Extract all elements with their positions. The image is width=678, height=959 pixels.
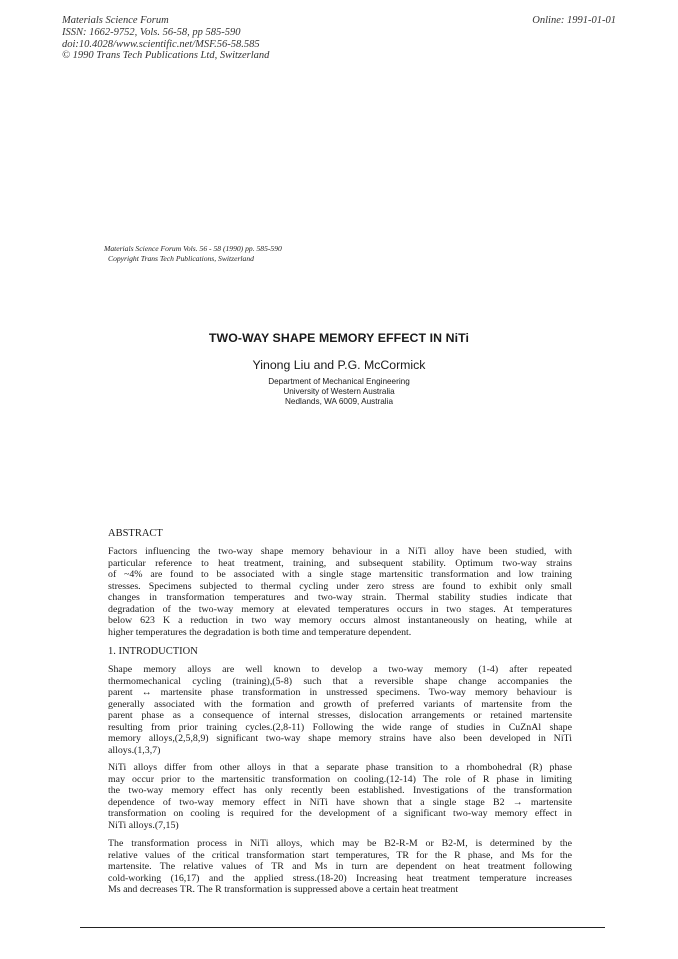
citation-volume: Materials Science Forum Vols. 56 - 58 (1990) pp. 585-590 (104, 244, 282, 253)
affiliation-department: Department of Mechanical Engineering (268, 377, 410, 386)
abstract-paragraph (108, 546, 572, 638)
abstract-heading: ABSTRACT (108, 528, 163, 539)
abstract-line: of ~4% are found to be associated with a single stage martensitic transformation and low training (108, 569, 572, 581)
doi-line: doi:10.4028/www.scientific.net/MSF.56-58.585 (62, 38, 260, 50)
footer-rule (80, 927, 605, 928)
paragraph-line: parent phase as a consequence of internal stresses, dislocation arrangements or retained martensite (108, 710, 572, 722)
affiliation-university: University of Western Australia (283, 387, 395, 396)
paragraph-line: thermomechanical cycling (training),(5-8) such that a reversible shape change accompanies the (108, 675, 572, 687)
intro-paragraph-3 (108, 838, 572, 896)
paragraph-line: alloys.(1,3,7) (108, 744, 161, 756)
copyright-line: © 1990 Trans Tech Publications Ltd, Switzerland (62, 50, 270, 62)
abstract-line: changes in transformation temperatures and two-way strain. Thermal stability studies indicate that (108, 592, 572, 604)
affiliation-address: Nedlands, WA 6009, Australia (284, 397, 393, 406)
paragraph-line: NiTi alloys differ from other alloys in that a separate phase transition to a rhombohedral (R) phase (108, 762, 572, 773)
abstract-line: particular reference to heat treatment, training, and subsequent stability. Optimum two-way strains (108, 557, 572, 569)
abstract-line: Factors influencing the two-way shape memory behaviour in a NiTi alloy have been studied, with (108, 546, 572, 557)
paper-authors: Yinong Liu and P.G. McCormick (252, 358, 426, 372)
intro-paragraph-1 (108, 664, 572, 756)
abstract-line: higher temperatures the degradation is both time and temperature dependent. (108, 626, 412, 638)
paragraph-line: Ms and decreases TR. The R transformation is suppressed above a certain heat treatment (108, 884, 459, 896)
paragraph-line: memory alloys,(2,5,8,9) significant two-way shape memory strains have also been developed in NiTi (108, 733, 572, 745)
introduction-heading: 1. INTRODUCTION (108, 646, 198, 657)
abstract-line: below 623 K a reduction in two way memory occurs almost instantaneously on heating, while at (108, 615, 572, 627)
paragraph-line: NiTi alloys.(7,15) (108, 819, 179, 831)
paragraph-line: The transformation process in NiTi alloys, which may be B2-R-M or B2-M, is determined by the (108, 838, 572, 849)
paper-title: TWO-WAY SHAPE MEMORY EFFECT IN NiTi (208, 331, 470, 345)
affiliation (0, 377, 678, 407)
abstract-line: stresses. Specimens subjected to thermal cycling under zero stress are found to exhibit only small (108, 580, 572, 592)
paragraph-line: may occur prior to the martensitic transformation on cooling.(12-14) The role of R phase in limiting (108, 773, 572, 785)
paragraph-line: parent ↔ martensite phase transformation in unstressed specimens. Two-way memory behaviour is (108, 687, 572, 699)
citation-copyright: Copyright Trans Tech Publications, Switzerland (108, 254, 254, 263)
citation-stamp (104, 244, 282, 264)
paragraph-line: generally associated with the formation and growth of preferred variants of martensite from the (108, 698, 572, 710)
intro-paragraph-2 (108, 762, 572, 831)
paragraph-line: relative values of the critical transformation start temperatures, TR for the R phase, and Ms for the (108, 849, 572, 861)
issn-line: ISSN: 1662-9752, Vols. 56-58, pp 585-590 (62, 26, 241, 38)
online-date: Online: 1991-01-01 (532, 15, 616, 26)
journal-header (62, 15, 269, 62)
paragraph-line: dependence of two-way memory effect in NiTi have shown that a single stage B2 → martensite (108, 796, 572, 808)
paragraph-line: martensite. The relative values of TR and Ms in turn are dependent on heat treatment following (108, 861, 572, 873)
paragraph-line: resulting from prior training cycles.(2,8-11) Following the wide range of studies in CuZnAl shape (108, 721, 572, 733)
paragraph-line: Shape memory alloys are well known to develop a two-way memory (1-4) after repeated (108, 664, 572, 675)
paragraph-line: the two-way memory effect has only recently been established. Investigations of the transformation (108, 785, 572, 797)
abstract-line: degradation of the two-way memory at elevated temperatures occurs in two stages. At temperatures (108, 603, 572, 615)
journal-name: Materials Science Forum (62, 15, 169, 26)
paragraph-line: transformation on cooling is required for the development of a significant two-way memory effect in (108, 808, 572, 820)
paragraph-line: cold-working (16,17) and the applied stress.(18-20) Increasing heat treatment temperature increases (108, 872, 572, 884)
